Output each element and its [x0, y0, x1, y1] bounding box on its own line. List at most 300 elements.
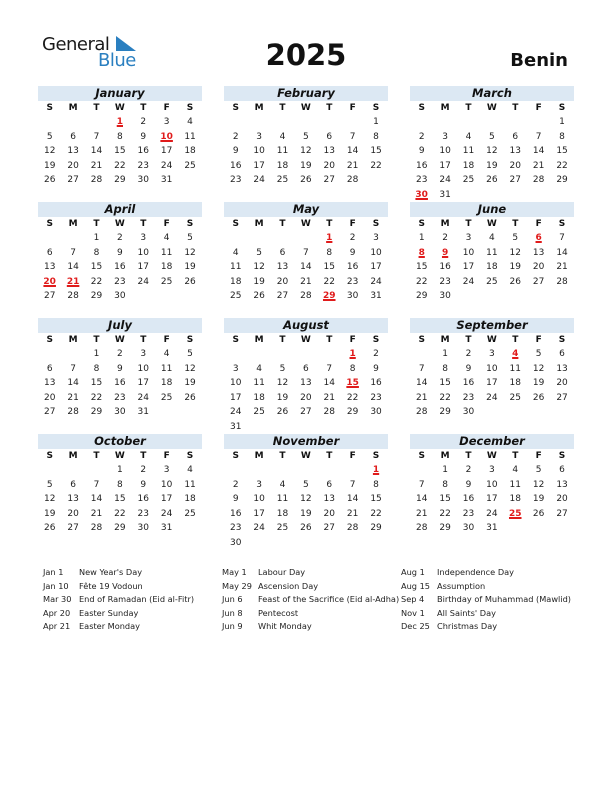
holiday-name: Ascension Day	[258, 580, 319, 591]
empty-cell	[294, 231, 317, 246]
day-cell: 16	[439, 262, 451, 273]
day-cell: 24	[486, 508, 498, 519]
day-cell: 6	[559, 349, 565, 359]
day-cell: 10	[253, 494, 265, 505]
day-cell: 26	[43, 523, 56, 534]
day-cell: 16	[114, 262, 126, 273]
weekday-label: T	[465, 219, 472, 229]
weekday-label: S	[232, 451, 239, 461]
day-grid	[38, 449, 202, 536]
day-cell: 27	[67, 523, 79, 534]
holiday-date: Apr 21	[43, 621, 71, 631]
day-cell: 13	[556, 363, 568, 374]
weekday-label: S	[372, 103, 380, 113]
weekday-label: W	[486, 335, 497, 345]
empty-cell	[61, 347, 84, 362]
day-cell: 18	[276, 508, 289, 519]
weekday-label: F	[349, 219, 356, 229]
day-cell: 16	[137, 146, 149, 157]
holiday-day-cell: 15	[346, 378, 359, 389]
month-title: January	[38, 86, 202, 101]
weekday-label: T	[465, 103, 472, 113]
weekday-label: M	[68, 451, 78, 461]
holiday-entry	[401, 593, 571, 607]
empty-cell	[504, 115, 527, 130]
day-cell: 15	[90, 378, 103, 389]
day-cell: 6	[70, 479, 76, 490]
day-cell: 23	[439, 276, 451, 287]
holiday-day-cell: 8	[418, 247, 425, 258]
day-cell: 20	[556, 494, 568, 505]
month-january	[38, 86, 202, 188]
month-title: May	[224, 202, 388, 217]
empty-cell	[247, 347, 270, 362]
day-cell: 21	[415, 392, 428, 403]
weekday-label: T	[279, 335, 286, 345]
day-cell: 15	[439, 494, 451, 505]
day-cell: 13	[67, 494, 79, 505]
month-july	[38, 318, 202, 420]
day-cell: 5	[187, 233, 193, 243]
weekday-label: S	[418, 335, 425, 345]
day-cell: 28	[67, 407, 79, 418]
weekday-label: M	[254, 335, 264, 345]
day-cell: 22	[439, 392, 451, 403]
empty-cell	[247, 115, 270, 130]
day-cell: 14	[346, 146, 359, 157]
day-cell: 11	[486, 247, 498, 258]
day-grid	[224, 217, 388, 304]
day-grid	[224, 101, 388, 188]
day-cell: 4	[163, 233, 170, 243]
day-cell: 23	[137, 160, 149, 171]
day-cell: 6	[326, 479, 333, 490]
day-cell: 11	[160, 247, 173, 258]
weekday-label: F	[163, 219, 170, 229]
day-cell: 8	[373, 131, 379, 142]
holiday-date: Sep 4	[401, 594, 425, 604]
day-cell: 2	[418, 131, 425, 142]
weekday-label: F	[163, 451, 170, 461]
day-cell: 21	[346, 160, 359, 171]
day-cell: 14	[556, 247, 568, 258]
holiday-date: Jun 9	[222, 621, 243, 631]
day-cell: 19	[509, 262, 521, 273]
day-cell: 8	[559, 131, 565, 142]
weekday-label: S	[186, 335, 194, 345]
empty-cell	[247, 463, 270, 478]
day-cell: 15	[370, 146, 382, 157]
day-cell: 9	[373, 363, 379, 374]
day-cell: 23	[229, 175, 242, 186]
day-cell: 28	[346, 175, 359, 186]
day-cell: 31	[160, 175, 173, 186]
month-september	[410, 318, 574, 420]
weekday-label: M	[254, 451, 264, 461]
holiday-name: Whit Monday	[258, 621, 312, 631]
holiday-name: Labour Day	[258, 567, 306, 577]
holiday-entry	[222, 620, 399, 634]
day-cell: 3	[489, 465, 495, 475]
holiday-name: Independence Day	[437, 567, 514, 577]
day-cell: 2	[140, 465, 147, 475]
day-cell: 16	[229, 160, 242, 171]
day-cell: 18	[229, 276, 242, 287]
holiday-entry	[222, 566, 399, 580]
day-cell: 25	[462, 175, 475, 186]
empty-cell	[271, 231, 294, 246]
day-cell: 4	[187, 117, 193, 127]
day-cell: 17	[160, 494, 173, 505]
day-cell: 28	[532, 175, 545, 186]
month-june	[410, 202, 574, 304]
day-cell: 12	[300, 494, 312, 505]
day-cell: 8	[117, 479, 123, 490]
empty-cell	[38, 347, 61, 362]
empty-cell	[61, 463, 84, 478]
month-february	[224, 86, 388, 188]
day-cell: 6	[303, 363, 309, 374]
day-cell: 3	[442, 131, 448, 142]
day-cell: 17	[137, 378, 149, 389]
day-cell: 30	[462, 407, 475, 418]
weekday-label: W	[300, 451, 311, 461]
day-cell: 5	[535, 465, 542, 475]
day-cell: 29	[556, 175, 568, 186]
weekday-label: S	[558, 335, 566, 345]
day-cell: 18	[160, 262, 173, 273]
weekday-label: S	[232, 219, 239, 229]
country-name: Benin	[510, 50, 568, 71]
month-title: September	[410, 318, 574, 333]
day-cell: 23	[462, 392, 475, 403]
weekday-label: W	[114, 103, 125, 113]
day-cell: 8	[117, 131, 123, 142]
day-cell: 19	[532, 378, 545, 389]
day-cell: 13	[532, 247, 545, 258]
month-april	[38, 202, 202, 304]
holiday-date: Mar 30	[43, 594, 72, 604]
empty-cell	[410, 115, 433, 130]
month-title: August	[224, 318, 388, 333]
weekday-label: F	[349, 335, 356, 345]
holiday-day-cell: 6	[535, 233, 542, 243]
weekday-label: W	[486, 219, 497, 229]
day-cell: 10	[137, 247, 149, 258]
day-cell: 18	[184, 146, 196, 157]
day-cell: 19	[486, 160, 498, 171]
empty-cell	[224, 115, 247, 130]
day-cell: 26	[300, 523, 312, 534]
holiday-day-cell: 29	[322, 291, 336, 302]
day-cell: 10	[486, 479, 498, 490]
day-cell: 20	[276, 276, 289, 287]
day-cell: 13	[556, 479, 568, 490]
day-cell: 12	[184, 363, 196, 374]
day-cell: 20	[67, 160, 79, 171]
day-cell: 3	[163, 465, 170, 475]
weekday-label: S	[372, 335, 380, 345]
month-march	[410, 86, 574, 203]
day-cell: 30	[114, 407, 126, 418]
day-cell: 24	[370, 276, 382, 287]
day-cell: 14	[67, 378, 79, 389]
weekday-label: T	[465, 451, 472, 461]
day-cell: 21	[556, 262, 568, 273]
day-cell: 13	[67, 146, 79, 157]
day-grid	[410, 449, 574, 536]
holiday-name: Fête 19 Vodoun	[79, 580, 143, 591]
day-cell: 3	[373, 233, 379, 243]
day-cell: 3	[256, 131, 262, 142]
day-cell: 6	[70, 131, 76, 142]
day-cell: 3	[232, 363, 239, 374]
day-cell: 22	[90, 392, 103, 403]
weekday-label: S	[232, 335, 239, 345]
weekday-label: M	[68, 103, 78, 113]
day-cell: 6	[46, 363, 53, 374]
day-cell: 17	[486, 378, 498, 389]
day-cell: 15	[370, 494, 382, 505]
day-cell: 14	[415, 378, 428, 389]
day-cell: 24	[229, 407, 242, 418]
day-cell: 15	[323, 262, 335, 273]
day-cell: 22	[439, 508, 451, 519]
day-cell: 28	[90, 175, 103, 186]
holiday-entry	[401, 620, 571, 634]
day-cell: 13	[323, 146, 335, 157]
day-cell: 31	[229, 421, 242, 432]
holiday-entry	[43, 607, 194, 621]
day-cell: 27	[276, 291, 289, 302]
day-cell: 24	[160, 508, 173, 519]
day-cell: 17	[160, 146, 173, 157]
month-title: February	[224, 86, 388, 101]
day-cell: 29	[439, 407, 451, 418]
day-cell: 29	[90, 291, 103, 302]
holiday-day-cell: 20	[43, 276, 56, 287]
day-cell: 12	[486, 146, 498, 157]
day-cell: 5	[303, 131, 309, 142]
empty-cell	[294, 115, 317, 130]
holiday-day-cell: 21	[66, 276, 80, 287]
weekday-label: S	[372, 451, 380, 461]
day-grid	[38, 333, 202, 420]
holiday-entry	[401, 566, 571, 580]
day-cell: 11	[184, 479, 196, 490]
weekday-label: T	[279, 103, 286, 113]
day-cell: 11	[276, 494, 289, 505]
day-cell: 5	[46, 479, 53, 490]
day-cell: 22	[114, 508, 126, 519]
holiday-entry	[401, 607, 571, 621]
holiday-entry	[222, 607, 399, 621]
day-cell: 28	[90, 523, 103, 534]
day-cell: 5	[46, 131, 53, 142]
day-cell: 19	[43, 508, 56, 519]
day-cell: 10	[160, 479, 173, 490]
holiday-date: Apr 20	[43, 607, 71, 618]
holiday-day-cell: 4	[512, 349, 519, 359]
day-cell: 5	[303, 479, 309, 490]
empty-cell	[410, 463, 433, 478]
day-cell: 7	[349, 479, 356, 490]
weekday-label: T	[279, 219, 286, 229]
day-cell: 23	[114, 392, 126, 403]
day-cell: 14	[300, 262, 312, 273]
day-cell: 12	[184, 247, 196, 258]
weekday-label: T	[279, 451, 286, 461]
day-cell: 16	[346, 262, 359, 273]
weekday-label: T	[512, 335, 519, 345]
weekday-label: T	[140, 451, 147, 461]
day-cell: 2	[117, 349, 123, 359]
weekday-label: W	[114, 335, 125, 345]
day-cell: 8	[373, 479, 379, 490]
weekday-label: T	[326, 451, 333, 461]
day-cell: 26	[532, 508, 545, 519]
day-cell: 19	[43, 160, 56, 171]
day-cell: 12	[253, 262, 265, 273]
weekday-label: S	[186, 451, 194, 461]
holiday-column	[222, 566, 399, 634]
empty-cell	[61, 115, 84, 130]
day-cell: 16	[137, 494, 149, 505]
empty-cell	[318, 115, 341, 130]
holiday-name: Birthday of Muhammad (Mawlid)	[437, 594, 571, 604]
day-cell: 26	[43, 175, 56, 186]
empty-cell	[318, 463, 341, 478]
month-december	[410, 434, 574, 536]
holiday-date: May 29	[222, 580, 252, 591]
empty-cell	[224, 231, 247, 246]
weekday-label: M	[440, 451, 450, 461]
month-title: November	[224, 434, 388, 449]
weekday-label: M	[440, 219, 450, 229]
month-title: December	[410, 434, 574, 449]
weekday-label: W	[486, 451, 497, 461]
weekday-label: W	[300, 219, 311, 229]
day-cell: 23	[370, 392, 382, 403]
weekday-label: S	[46, 103, 53, 113]
day-cell: 13	[43, 378, 56, 389]
day-cell: 4	[232, 247, 239, 258]
holiday-name: All Saints' Day	[437, 607, 496, 618]
day-cell: 5	[279, 363, 286, 374]
day-cell: 27	[300, 407, 312, 418]
day-cell: 26	[532, 392, 545, 403]
day-cell: 27	[67, 175, 79, 186]
day-cell: 4	[465, 131, 472, 142]
day-grid	[410, 333, 574, 420]
day-cell: 26	[509, 276, 521, 287]
day-cell: 7	[70, 363, 76, 374]
day-cell: 5	[489, 131, 495, 142]
day-cell: 31	[486, 523, 498, 534]
holiday-day-cell: 25	[508, 508, 522, 519]
day-cell: 4	[489, 233, 495, 243]
day-cell: 27	[556, 392, 568, 403]
day-cell: 30	[370, 407, 382, 418]
day-cell: 30	[137, 175, 149, 186]
day-cell: 11	[229, 262, 242, 273]
holiday-day-cell: 1	[372, 465, 380, 475]
weekday-label: M	[254, 103, 264, 113]
day-cell: 6	[279, 247, 286, 258]
day-cell: 25	[276, 523, 289, 534]
weekday-label: T	[93, 451, 100, 461]
day-cell: 9	[117, 363, 123, 374]
holiday-date: Nov 1	[401, 607, 425, 618]
day-grid	[410, 217, 574, 304]
day-cell: 25	[184, 160, 196, 171]
weekday-label: S	[558, 103, 566, 113]
day-cell: 5	[256, 247, 262, 258]
empty-cell	[433, 115, 456, 130]
day-cell: 4	[256, 363, 262, 374]
day-cell: 1	[442, 349, 448, 359]
weekday-label: S	[558, 451, 566, 461]
weekday-label: S	[558, 219, 566, 229]
day-cell: 18	[160, 378, 173, 389]
day-cell: 9	[418, 146, 425, 157]
holiday-name: End of Ramadan (Eid al-Fitr)	[79, 594, 195, 604]
holiday-name: Easter Sunday	[79, 607, 139, 618]
day-cell: 12	[509, 247, 521, 258]
day-cell: 2	[232, 131, 239, 142]
day-cell: 14	[90, 146, 103, 157]
day-cell: 25	[253, 407, 265, 418]
holiday-date: Jun 8	[222, 607, 243, 618]
day-cell: 23	[346, 276, 359, 287]
day-cell: 7	[70, 247, 76, 258]
day-cell: 9	[349, 247, 356, 258]
empty-cell	[294, 463, 317, 478]
weekday-label: M	[440, 103, 450, 113]
day-cell: 30	[229, 537, 242, 548]
day-cell: 18	[184, 494, 196, 505]
day-cell: 23	[229, 523, 242, 534]
day-cell: 27	[509, 175, 521, 186]
day-cell: 7	[93, 131, 100, 142]
day-cell: 3	[140, 349, 147, 359]
day-cell: 16	[462, 378, 475, 389]
day-cell: 22	[114, 160, 126, 171]
weekday-label: T	[93, 103, 100, 113]
empty-cell	[527, 115, 550, 130]
day-cell: 29	[415, 291, 428, 302]
weekday-label: S	[372, 219, 380, 229]
holiday-name: Easter Monday	[79, 621, 140, 631]
day-cell: 15	[114, 494, 126, 505]
day-cell: 27	[43, 407, 56, 418]
holiday-entry	[43, 566, 194, 580]
day-cell: 11	[160, 363, 173, 374]
day-cell: 25	[184, 508, 196, 519]
day-cell: 26	[184, 276, 196, 287]
weekday-label: F	[163, 103, 170, 113]
day-cell: 19	[276, 392, 289, 403]
day-cell: 17	[137, 262, 149, 273]
day-cell: 19	[532, 494, 545, 505]
day-cell: 20	[300, 392, 312, 403]
day-cell: 9	[232, 494, 239, 505]
empty-cell	[271, 115, 294, 130]
day-cell: 28	[67, 291, 79, 302]
weekday-label: S	[46, 451, 53, 461]
month-title: March	[410, 86, 574, 101]
day-cell: 27	[323, 523, 335, 534]
